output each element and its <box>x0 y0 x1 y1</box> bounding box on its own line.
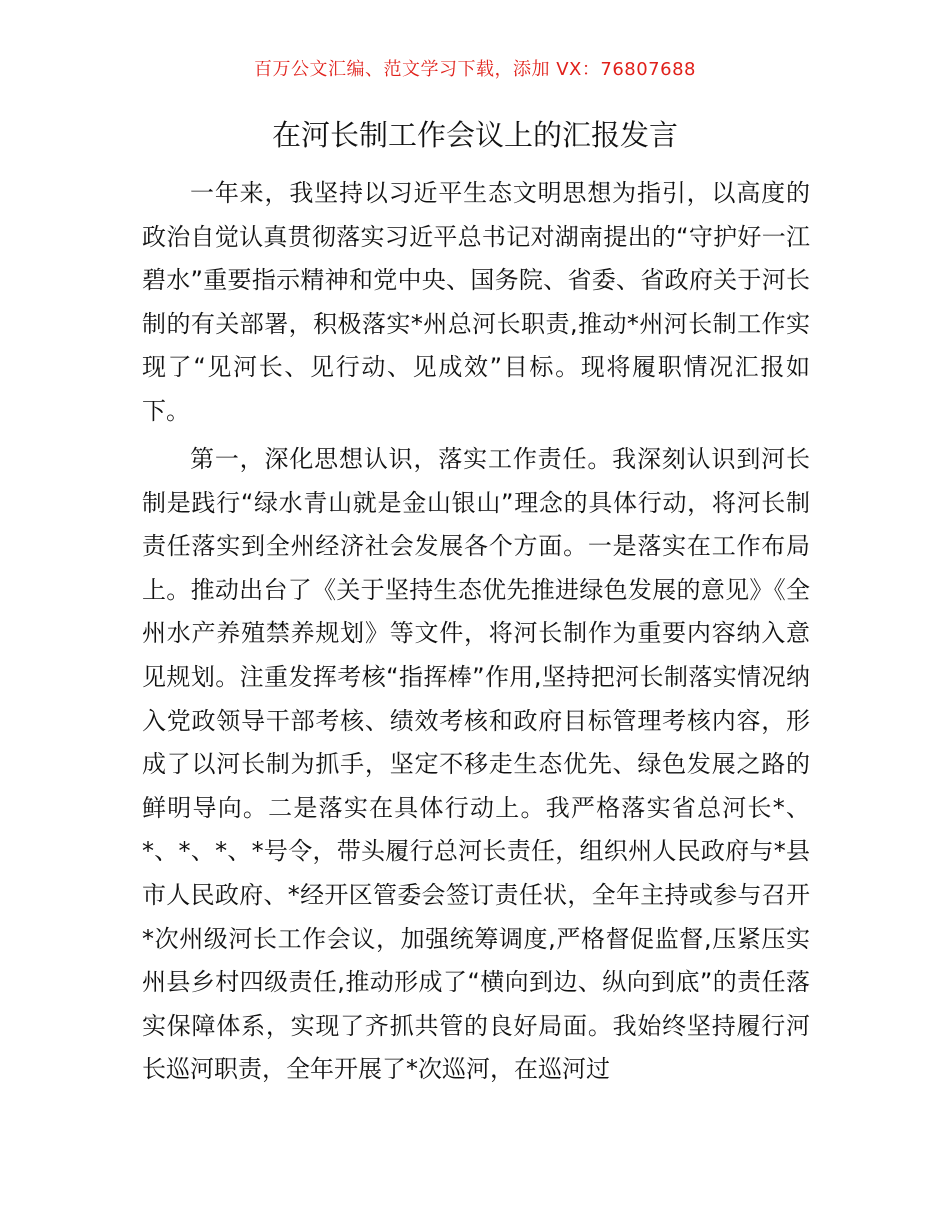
document-title: 在河长制工作会议上的汇报发言 <box>271 118 678 152</box>
paragraph-first-point: 第一，深化思想认识，落实工作责任。我深刻认识到河长制是践行“绿水青山就是金山银山”理念的具体行动，将河长制责任落实到全州经济社会发展各个方面。一是落实在工作布局上。推动出台了《关于坚持生态优先推进绿色发展的意见》《全州水产养殖禁养规划》等文件，将河长制作为重要内容纳入意见规划。注重发挥考核“指挥棒”作用,坚持把河长制落实情况纳入党政领导干部考核、绩效考核和政府目标管理考核内容，形成了以河长制为抓手，坚定不移走生态优先、绿色发展之路的鲜明导向。二是落实在具体行动上。我严格落实省总河长*、*、*、*、*号令，带头履行总河长责任，组织州人民政府与*县市人民政府、*经开区管委会签订责任状，全年主持或参与召开*次州级河长工作会议，加强统筹调度,严格督促监督,压紧压实州县乡村四级责任,推动形成了“横向到边、纵向到底”的责任落实保障体系，实现了齐抓共管的良好局面。我始终坚持履行河长巡河职责，全年开展了*次巡河，在巡河过 <box>142 445 810 1084</box>
paragraph-intro: 一年来，我坚持以习近平生态文明思想为指引，以高度的政治自觉认真贯彻落实习近平总书记对湖南提出的“守护好一江碧水”重要指示精神和党中央、国务院、省委、省政府关于河长制的有关部署，积极落实*州总河长职责,推动*州河长制工作实现了“见河长、见行动、见成效”目标。现将履职情况汇报如下。 <box>142 179 810 425</box>
header-banner: 百万公文汇编、范文学习下载，添加 VX：76807688 <box>254 59 696 80</box>
